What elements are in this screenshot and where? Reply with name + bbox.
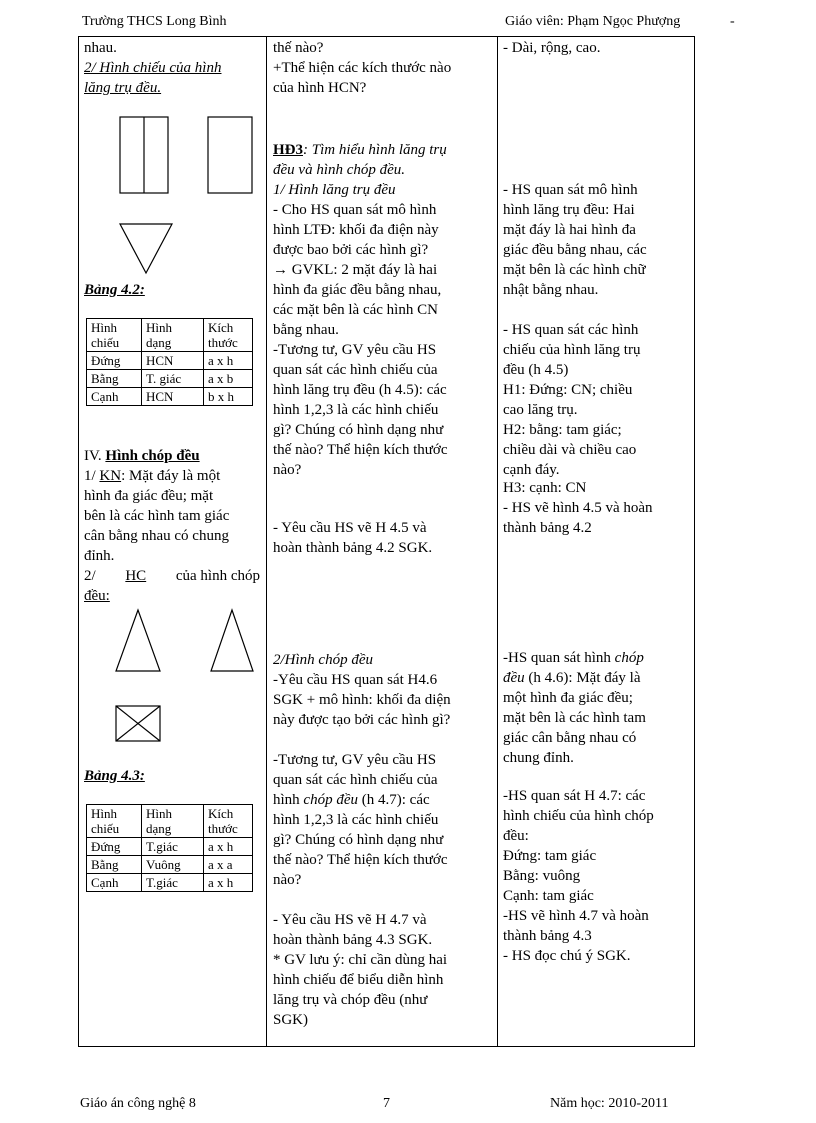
col2-line: hoàn thành bảng 4.3 SGK.	[273, 932, 433, 948]
col2-line: các mặt bên là các hình CN	[273, 302, 438, 318]
col2-line: * GV lưu ý: chỉ cần dùng hai	[273, 952, 448, 968]
col2-line: của hình HCN?	[273, 80, 367, 96]
table-4-3-cell: T.giác	[142, 874, 204, 892]
col3-line: H2: bằng: tam giác;	[503, 422, 622, 438]
col3-line: mặt bên là các hình tam	[503, 710, 646, 726]
col2-line: gì? Chúng có hình dạng như	[273, 422, 444, 438]
col3-line: -HS vẽ hình 4.7 và hoàn	[503, 908, 649, 924]
prism-projections-figure	[110, 112, 260, 280]
col2-line: -Tương tư, GV yêu cầu HS	[273, 752, 437, 768]
col3-emphasis: đều	[503, 670, 525, 686]
col3-line: giác đều bằng nhau, các	[503, 242, 647, 258]
col2-line: được bao bởi các hình gì?	[273, 242, 429, 258]
hd3-heading	[273, 140, 447, 160]
prism-subheading: 1/ Hình lăng trụ đều	[273, 182, 396, 198]
col3-text: (h 4.6): Mặt đáy là	[528, 670, 641, 686]
table-4-3-cell: a x h	[204, 874, 253, 892]
col2-line: - Yêu cầu HS vẽ H 4.7 và	[273, 912, 427, 928]
table-4-2-cell: Cạnh	[87, 388, 142, 406]
table-4-2-cell: Bằng	[87, 370, 142, 388]
col3-line: H1: Đứng: CN; chiều	[503, 382, 633, 398]
hd3-title-2: đều và hình chóp đều.	[273, 162, 406, 178]
col2-line: SGK + mô hình: khối đa diện	[273, 692, 451, 708]
col1-heading-prism: 2/ Hình chiếu của hình	[84, 60, 222, 76]
col1-line: cân bằng nhau có chung	[84, 528, 229, 544]
table-4-2-cell: HCN	[142, 352, 204, 370]
col2-line: +Thể hiện các kích thước nào	[273, 60, 452, 76]
col3-line: chiều dài và chiều cao	[503, 442, 637, 458]
table-4-3-cell: T.giác	[142, 838, 204, 856]
col3-line: giác cân bằng nhau có	[503, 730, 637, 746]
col1-line: hình đa giác đều; mặt	[84, 488, 214, 504]
col3-text: -HS quan sát hình	[503, 650, 611, 666]
col3-line: thành bảng 4.3	[503, 928, 592, 944]
table-4-3-header: Hình dạng	[142, 805, 204, 838]
col1-heading-prism-2: lăng trụ đều.	[84, 80, 162, 96]
section-iv-title: Hình chóp đều	[105, 448, 200, 464]
col2-line: hình lăng trụ đều (h 4.5): các	[273, 382, 447, 398]
table-4-2-cell: T. giác	[142, 370, 204, 388]
table-4-2-cell: HCN	[142, 388, 204, 406]
col1-pyramid-number: 2/	[84, 568, 96, 584]
col1-line: đều:	[84, 588, 110, 604]
col1-definition-number: 1/	[84, 468, 96, 484]
col3-line: - HS quan sát mô hình	[503, 182, 638, 198]
col2-line: này được tạo bởi các hình gì?	[273, 712, 451, 728]
col3-emphasis: chóp	[614, 650, 644, 666]
col2-line: thế nào? Thể hiện kích thước	[273, 852, 448, 868]
col2-line: thế nào? Thể hiện kích thước	[273, 442, 448, 458]
col3-line: hình chiếu của hình chóp	[503, 808, 654, 824]
col2-emphasis: chóp đều	[303, 792, 358, 808]
column-divider-2	[497, 36, 498, 1046]
table-4-2-header: Hình dạng	[142, 319, 204, 352]
col3-line: nhật bằng nhau.	[503, 282, 599, 298]
table-4-2	[86, 318, 253, 406]
col3-line: mặt đáy là hai hình đa	[503, 222, 636, 238]
col2-line: - Yêu cầu HS vẽ H 4.5 và	[273, 520, 427, 536]
table-4-2-header: Hình chiếu	[87, 319, 142, 352]
col3-line: đều:	[503, 828, 529, 844]
col3-line: đều (h 4.5)	[503, 362, 569, 378]
col2-line	[273, 790, 430, 810]
col1-definition	[84, 466, 220, 486]
table-4-3-cell: Bằng	[87, 856, 142, 874]
col1-line: đỉnh.	[84, 548, 115, 564]
col1-pyramid-heading	[84, 566, 260, 586]
table-4-2-cell: a x h	[204, 352, 253, 370]
col2-line: hoàn thành bảng 4.2 SGK.	[273, 540, 433, 556]
col1-definition-label: KN	[99, 468, 122, 484]
col2-text: (h 4.7): các	[361, 792, 430, 808]
col1-line: nhau.	[84, 40, 117, 56]
col2-line: SGK)	[273, 1012, 309, 1028]
col2-line: - Cho HS quan sát mô hình	[273, 202, 437, 218]
section-iv-heading	[84, 446, 200, 466]
pyramid-subheading: 2/Hình chóp đều	[273, 652, 373, 668]
table-4-2-header: Kích thước	[204, 319, 253, 352]
col1-definition-text: : Mặt đáy là một	[121, 468, 221, 484]
footer-school-year: Năm học: 2010-2011	[550, 1096, 669, 1111]
col3-line: mặt bên là các hình chữ	[503, 262, 646, 278]
side-view-rectangle	[208, 117, 252, 193]
side-view-triangle	[211, 610, 253, 671]
header-teacher: Giáo viên: Phạm Ngọc Phượng	[505, 14, 681, 29]
footer-page-number: 7	[383, 1096, 390, 1111]
table-4-3	[86, 804, 253, 892]
table-4-2-caption: Bảng 4.2:	[84, 282, 145, 298]
col2-line: hình đa giác đều bằng nhau,	[273, 282, 442, 298]
col2-line: gì? Chúng có hình dạng như	[273, 832, 444, 848]
col2-text: hình	[273, 792, 300, 808]
column-divider-1	[266, 36, 267, 1046]
col3-line: chiếu của hình lăng trụ	[503, 342, 641, 358]
col3-line: Bằng: vuông	[503, 868, 581, 884]
col3-line	[503, 668, 640, 688]
pyramid-projections-figure	[110, 605, 260, 745]
col2-line: quan sát các hình chiếu của	[273, 362, 438, 378]
table-4-3-cell: Cạnh	[87, 874, 142, 892]
col3-line: - HS quan sát các hình	[503, 322, 639, 338]
col3-line: - Dài, rộng, cao.	[503, 40, 601, 56]
col3-line: -HS quan sát H 4.7: các	[503, 788, 646, 804]
hd3-title: : Tìm hiểu hình lăng trụ	[303, 142, 447, 158]
col2-line: thế nào?	[273, 40, 324, 56]
col2-line: hình 1,2,3 là các hình chiếu	[273, 402, 439, 418]
table-4-2-cell: a x b	[204, 370, 253, 388]
col2-line: lăng trụ và chóp đều (như	[273, 992, 428, 1008]
top-view-triangle	[120, 224, 172, 273]
col2-line: hình LTĐ: khối đa điện này	[273, 222, 439, 238]
table-4-3-cell: a x a	[204, 856, 253, 874]
hd3-label: HĐ3	[273, 142, 303, 158]
col3-line: Cạnh: tam giác	[503, 888, 594, 904]
col2-line: bằng nhau.	[273, 322, 339, 338]
table-4-3-cell: a x h	[204, 838, 253, 856]
footer-subject: Giáo án công nghệ 8	[80, 1096, 196, 1111]
header-school: Trường THCS Long Bình	[82, 14, 227, 29]
col3-line: - HS vẽ hình 4.5 và hoàn	[503, 500, 653, 516]
col3-line: H3: cạnh: CN	[503, 480, 587, 496]
table-4-3-cell: Vuông	[142, 856, 204, 874]
table-4-2-cell: b x h	[204, 388, 253, 406]
col3-line	[503, 648, 644, 668]
table-4-3-cell: Đứng	[87, 838, 142, 856]
col1-pyramid-label: HC	[125, 568, 147, 584]
col3-line: cạnh đáy.	[503, 462, 560, 478]
col3-line: chung đỉnh.	[503, 750, 574, 766]
table-4-3-header: Kích thước	[204, 805, 253, 838]
col2-line: quan sát các hình chiếu của	[273, 772, 438, 788]
col1-pyramid-text: của hình chóp	[175, 568, 260, 584]
table-4-2-cell: Đứng	[87, 352, 142, 370]
col3-line: cao lăng trụ.	[503, 402, 578, 418]
col3-line: Đứng: tam giác	[503, 848, 597, 864]
col3-line: thành bảng 4.2	[503, 520, 592, 536]
col2-line: nào?	[273, 462, 302, 478]
col2-line: -Yêu cầu HS quan sát H4.6	[273, 672, 438, 688]
col2-line: nào?	[273, 872, 302, 888]
col2-line: -Tương tư, GV yêu cầu HS	[273, 342, 437, 358]
header-dash: -	[730, 14, 735, 29]
col2-line: → GVKL: 2 mặt đáy là hai	[273, 262, 438, 278]
table-4-3-caption: Bảng 4.3:	[84, 768, 145, 784]
col3-line: hình lăng trụ đều: Hai	[503, 202, 635, 218]
table-4-3-header: Hình chiếu	[87, 805, 142, 838]
col3-line: - HS đọc chú ý SGK.	[503, 948, 631, 964]
section-iv-number: IV.	[84, 448, 102, 464]
front-view-triangle	[116, 610, 160, 671]
col2-line: hình chiếu để biểu diễn hình	[273, 972, 444, 988]
col1-line: bên là các hình tam giác	[84, 508, 230, 524]
col2-line: hình 1,2,3 là các hình chiếu	[273, 812, 439, 828]
col3-line: một hình đa giác đều;	[503, 690, 633, 706]
